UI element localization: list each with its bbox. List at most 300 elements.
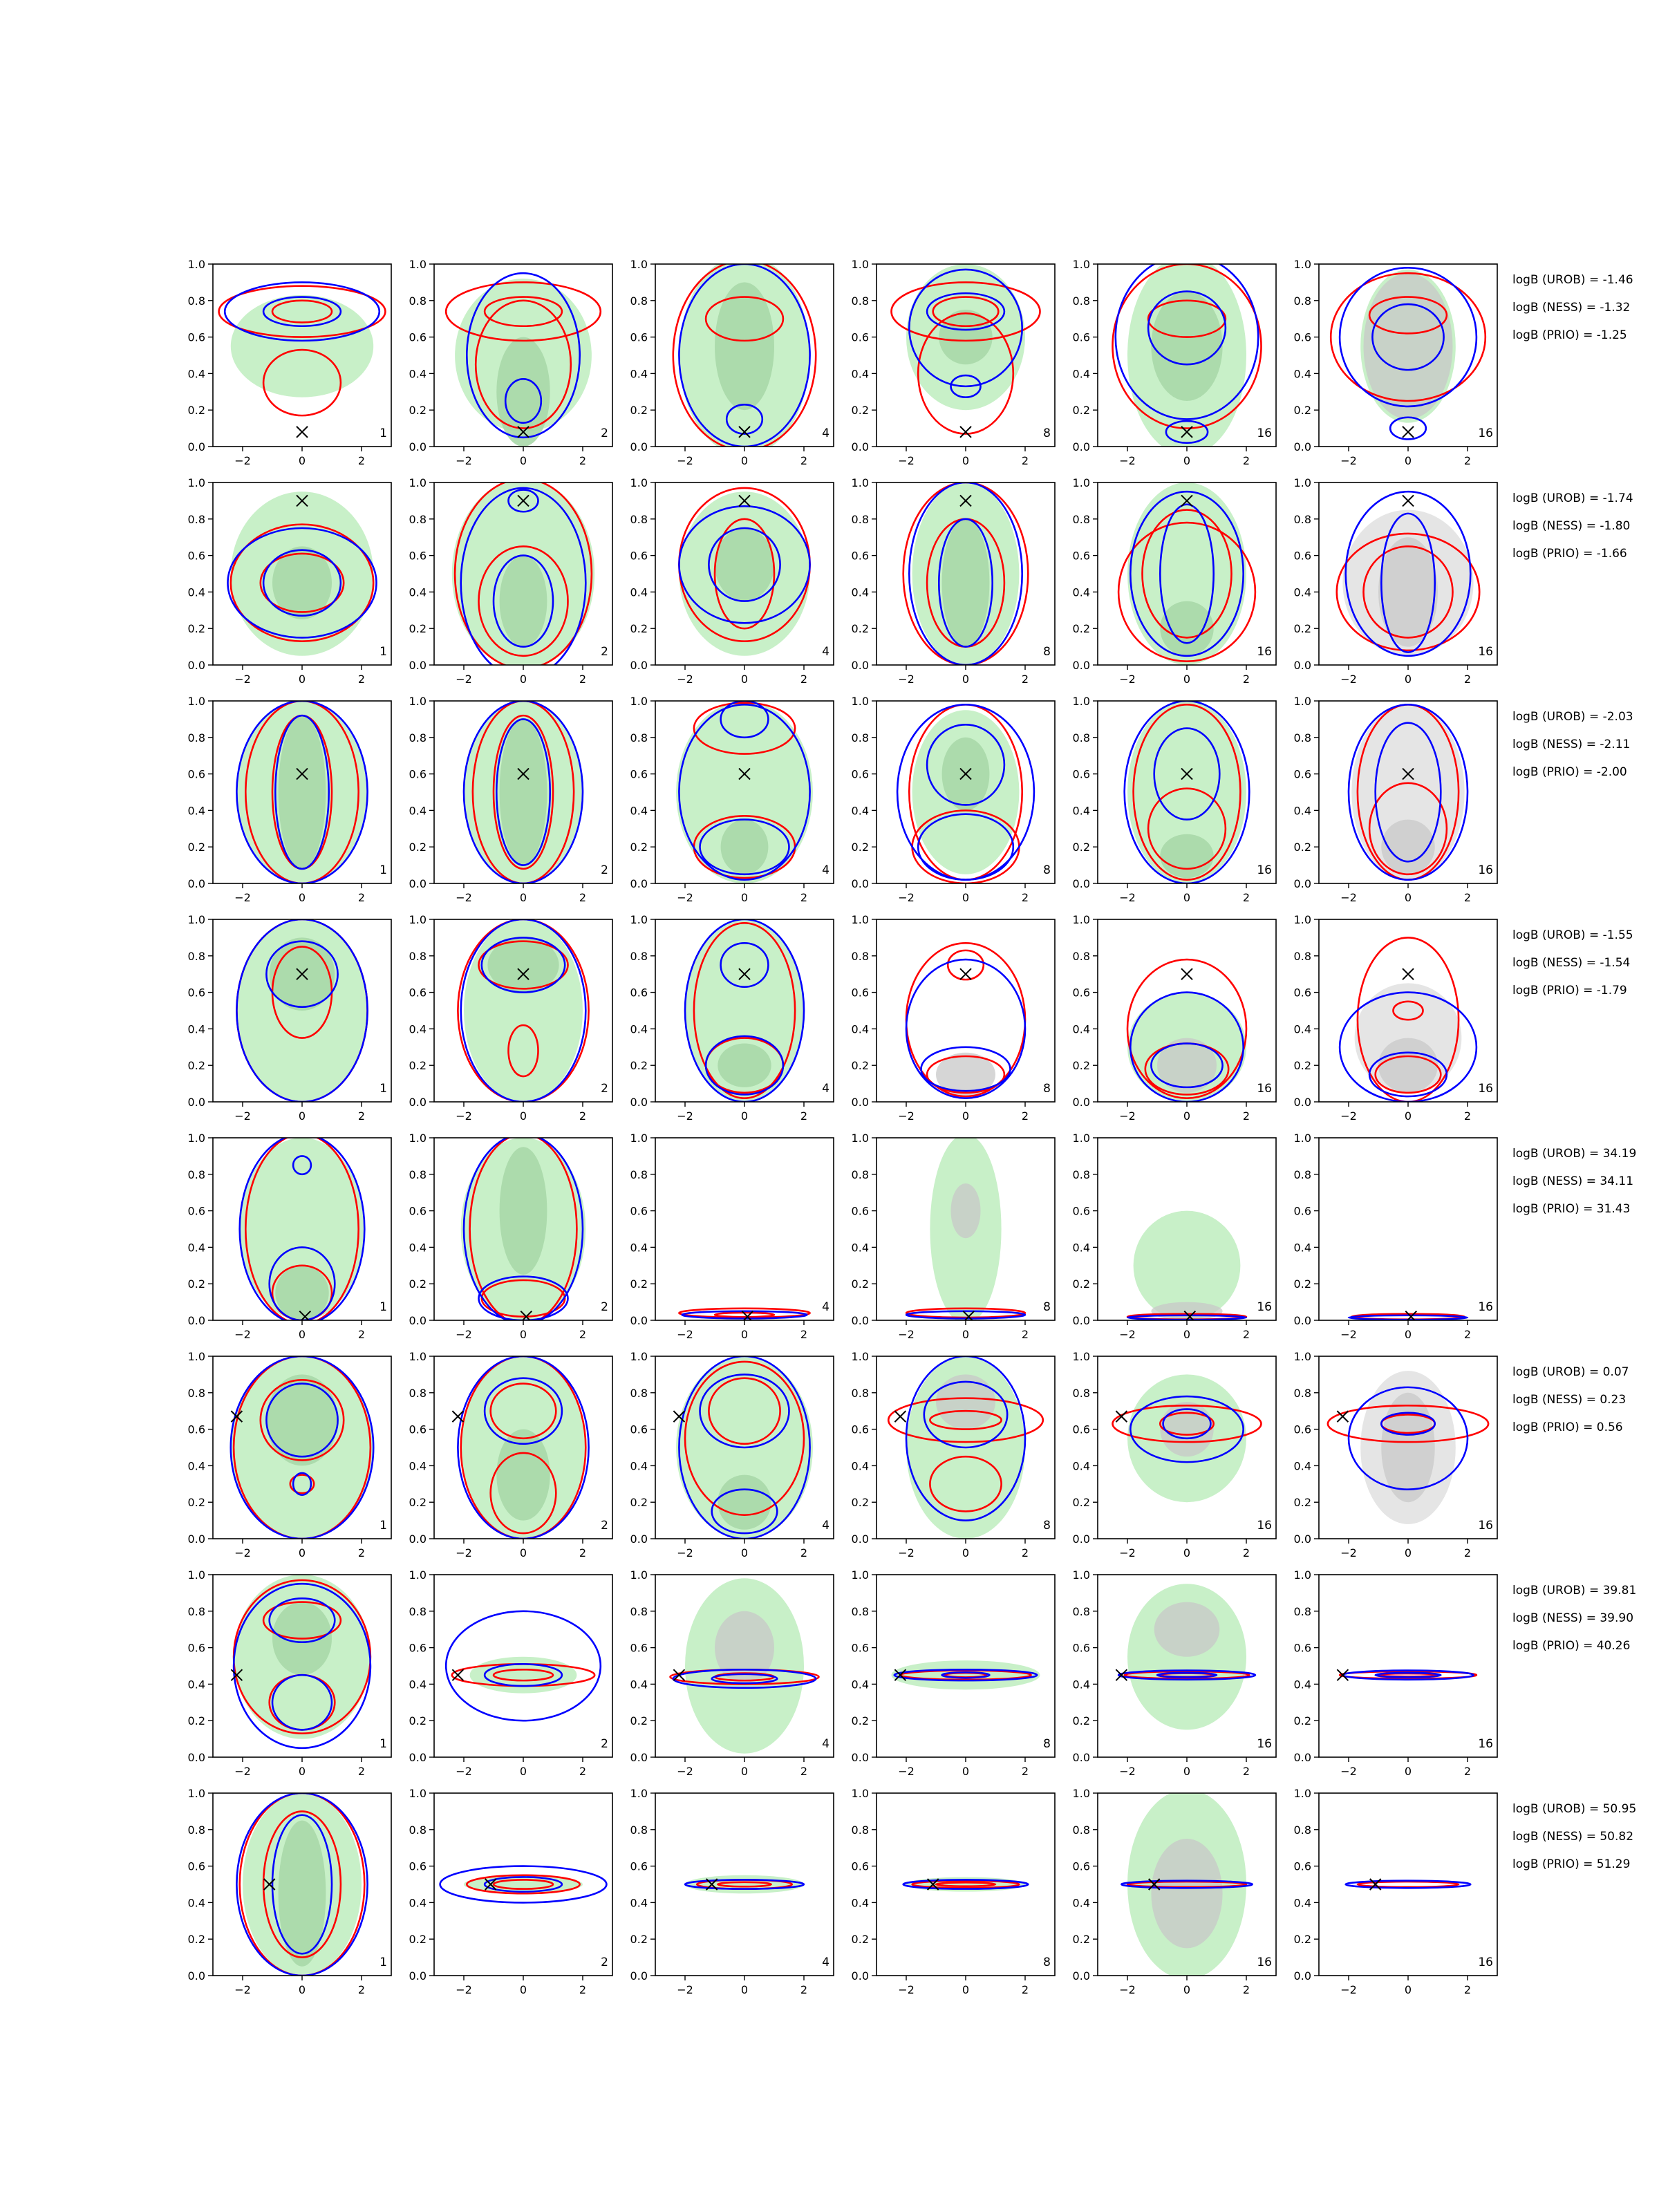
y-tick-label: 0.8 [1293,294,1311,308]
y-tick-label: 0.6 [630,767,648,781]
panel-number-label: 2 [601,863,608,877]
x-tick-label: −2 [1119,454,1136,467]
y-tick-label: 0.2 [409,1496,427,1510]
panel-number-label: 2 [601,427,608,440]
x-tick-label: 2 [579,1109,587,1123]
y-tick-label: 0.6 [187,330,205,344]
plot-area [903,482,1029,665]
y-tick-label: 0.2 [409,622,427,636]
y-tick-label: 0.4 [1293,1241,1311,1255]
density-region-green [279,715,326,869]
y-tick-label: 0.2 [630,1496,648,1510]
x-tick-label: 0 [962,1109,970,1123]
x-tick-label: −2 [898,454,915,467]
x-tick-label: 2 [357,891,366,904]
x-tick-label: −2 [456,673,472,686]
y-tick-label: 1.0 [409,913,427,926]
y-tick-label: 0.4 [409,1459,427,1473]
x-tick-label: 2 [357,1765,366,1778]
x-tick-label: 2 [1463,1765,1472,1778]
plot-area [685,919,804,1102]
panel-number-label: 4 [822,1300,830,1314]
x-tick-label: 2 [1463,1328,1472,1341]
y-tick-label: 0.6 [1072,330,1090,344]
panel-number-label: 16 [1257,427,1272,440]
y-tick-label: 0.6 [409,1204,427,1218]
logb-annotation: logB (UROB) = 0.07 [1512,1365,1629,1379]
y-tick-label: 0.6 [1293,549,1311,563]
x-tick-label: 2 [1242,1546,1250,1559]
x-tick-label: 0 [1183,1328,1191,1341]
y-tick-label: 0.2 [187,1933,205,1947]
x-tick-label: 0 [740,673,749,686]
x-tick-label: −2 [898,1109,915,1123]
density-region-green [470,1657,577,1694]
y-tick-label: 1.0 [1072,1568,1090,1582]
plot-area [892,1660,1040,1689]
density-region-gray [1151,1302,1222,1320]
x-tick-label: 0 [1183,673,1191,686]
y-tick-label: 0.2 [1293,1277,1311,1291]
y-tick-label: 0.8 [851,1386,869,1400]
density-region-gray [1381,820,1434,874]
x-tick-label: 0 [740,1546,749,1559]
x-tick-label: 0 [962,891,970,904]
x-tick-label: −2 [1340,1983,1357,1996]
y-tick-label: 0.2 [1072,1059,1090,1073]
panel-number-label: 16 [1478,645,1493,659]
x-tick-label: 0 [1404,891,1412,904]
panel-number-label: 8 [1043,1956,1051,1969]
y-tick-label: 0.2 [1293,1714,1311,1728]
panel-number-label: 8 [1043,1737,1051,1751]
y-tick-label: 0.2 [409,404,427,418]
y-tick-label: 0.6 [630,549,648,563]
logb-annotation: logB (NESS) = 50.82 [1512,1830,1634,1844]
y-tick-label: 0.0 [1293,1969,1311,1983]
y-tick-label: 1.0 [187,1350,205,1363]
x-tick-label: 0 [1183,1546,1191,1559]
y-tick-label: 0.6 [187,767,205,781]
x-tick-label: −2 [677,1983,693,1996]
x-tick-label: −2 [234,1546,251,1559]
y-tick-label: 0.2 [630,841,648,854]
x-tick-label: 0 [298,1983,306,1996]
y-tick-label: 0.8 [630,294,648,308]
y-tick-label: 1.0 [851,258,869,271]
y-tick-label: 0.8 [1072,1823,1090,1837]
x-tick-label: −2 [898,1546,915,1559]
x-tick-label: −2 [1340,891,1357,904]
density-region-green [231,295,373,397]
y-tick-label: 0.0 [1072,659,1090,672]
y-tick-label: 0.8 [851,512,869,526]
x-tick-label: 0 [1404,454,1412,467]
y-tick-label: 0.0 [851,1533,869,1546]
y-tick-label: 0.0 [851,1096,869,1109]
y-tick-label: 1.0 [851,1350,869,1363]
panel-number-label: 16 [1478,1300,1493,1314]
y-tick-label: 0.0 [187,1533,205,1546]
x-tick-label: −2 [456,1983,472,1996]
x-tick-label: 0 [962,1328,970,1341]
x-tick-label: 2 [579,1546,587,1559]
y-tick-label: 0.2 [851,1496,869,1510]
density-region-green [500,1147,547,1275]
y-tick-label: 0.2 [187,841,205,854]
x-tick-label: −2 [234,1765,251,1778]
y-tick-label: 0.2 [851,1714,869,1728]
y-tick-label: 1.0 [409,1568,427,1582]
x-tick-label: 0 [740,454,749,467]
y-tick-label: 1.0 [630,1787,648,1800]
density-region-gray [951,1183,981,1238]
y-tick-label: 1.0 [187,1132,205,1145]
plot-area [236,701,367,883]
y-tick-label: 0.0 [187,1751,205,1764]
y-tick-label: 1.0 [187,476,205,489]
y-tick-label: 0.4 [409,1241,427,1255]
y-tick-label: 0.4 [630,367,648,381]
y-tick-label: 0.2 [630,1277,648,1291]
density-region-green [715,528,774,601]
y-tick-label: 0.8 [1293,1823,1311,1837]
y-tick-label: 1.0 [1293,1568,1311,1582]
y-tick-label: 0.0 [187,1314,205,1327]
x-tick-label: 0 [740,1983,749,1996]
y-tick-label: 0.6 [409,1641,427,1655]
x-tick-label: 2 [1021,454,1029,467]
y-tick-label: 0.0 [187,1096,205,1109]
y-tick-label: 0.0 [187,1969,205,1983]
y-tick-label: 1.0 [1293,913,1311,926]
y-tick-label: 0.6 [851,549,869,563]
y-tick-label: 0.4 [409,804,427,818]
x-tick-label: 0 [1183,1983,1191,1996]
logb-annotation: logB (PRIO) = -1.66 [1512,547,1627,561]
y-tick-label: 0.8 [409,1386,427,1400]
y-tick-label: 0.4 [187,1241,205,1255]
y-tick-label: 0.0 [630,659,648,672]
y-tick-label: 0.2 [630,1714,648,1728]
x-tick-label: −2 [456,891,472,904]
logb-annotation: logB (UROB) = 50.95 [1512,1802,1637,1816]
y-tick-label: 0.6 [1293,1423,1311,1436]
logb-annotation: logB (PRIO) = -2.00 [1512,765,1627,779]
x-tick-label: 0 [740,1109,749,1123]
y-tick-label: 0.2 [409,841,427,854]
y-tick-label: 1.0 [187,913,205,926]
y-tick-label: 1.0 [851,695,869,708]
y-tick-label: 0.6 [187,549,205,563]
y-tick-label: 0.2 [187,622,205,636]
y-tick-label: 0.2 [187,1714,205,1728]
y-tick-label: 0.0 [851,877,869,890]
x-tick-label: −2 [1340,1109,1357,1123]
plot-area [231,1356,373,1539]
y-tick-label: 0.6 [409,1859,427,1873]
x-tick-label: 0 [962,673,970,686]
panel-number-label: 16 [1478,1519,1493,1533]
y-tick-label: 0.6 [1072,1423,1090,1436]
y-tick-label: 1.0 [187,695,205,708]
y-tick-label: 0.2 [1293,841,1311,854]
y-tick-label: 0.4 [1293,1896,1311,1910]
y-tick-label: 0.4 [851,1022,869,1036]
logb-annotation: logB (NESS) = 39.90 [1512,1611,1634,1625]
y-tick-label: 0.6 [187,1204,205,1218]
y-tick-label: 0.4 [1072,1678,1090,1691]
y-tick-label: 0.0 [630,877,648,890]
y-tick-label: 0.8 [1072,731,1090,744]
y-tick-label: 0.8 [1072,1168,1090,1181]
x-tick-label: 0 [519,1765,527,1778]
y-tick-label: 0.8 [187,731,205,744]
density-region-green [1160,834,1213,878]
density-region-green [275,1266,328,1320]
y-tick-label: 0.8 [1072,512,1090,526]
x-tick-label: −2 [677,1546,693,1559]
panel-number-label: 8 [1043,1519,1051,1533]
y-tick-label: 0.6 [1072,1204,1090,1218]
density-region-gray [1378,537,1438,646]
density-region-gray [1154,1602,1220,1657]
density-region-green [1160,601,1213,656]
panel-number-label: 1 [379,1956,387,1969]
x-tick-label: 2 [1242,673,1250,686]
y-tick-label: 1.0 [1072,1350,1090,1363]
y-tick-label: 0.8 [187,1604,205,1618]
y-tick-label: 1.0 [187,1568,205,1582]
x-tick-label: −2 [898,1983,915,1996]
y-tick-label: 0.4 [1293,1678,1311,1691]
y-tick-label: 0.6 [409,330,427,344]
x-tick-label: −2 [1119,1109,1136,1123]
density-region-green [496,337,550,447]
y-tick-label: 1.0 [851,1787,869,1800]
panel-number-label: 1 [379,1082,387,1096]
y-tick-label: 0.2 [1072,1714,1090,1728]
y-tick-label: 1.0 [851,913,869,926]
y-tick-label: 0.6 [1072,767,1090,781]
plot-area [676,701,813,883]
y-tick-label: 0.4 [1293,1459,1311,1473]
density-region-green [500,556,547,647]
y-tick-label: 1.0 [1293,1787,1311,1800]
x-tick-label: −2 [234,891,251,904]
panel-number-label: 16 [1478,1737,1493,1751]
y-tick-label: 0.6 [851,1423,869,1436]
y-tick-label: 0.0 [1293,1533,1311,1546]
y-tick-label: 1.0 [1293,258,1311,271]
y-tick-label: 0.2 [851,622,869,636]
y-tick-label: 0.4 [851,1896,869,1910]
x-tick-label: 2 [1463,1983,1472,1996]
x-tick-label: −2 [677,1109,693,1123]
panel-number-label: 2 [601,1082,608,1096]
y-tick-label: 0.0 [851,440,869,453]
y-tick-label: 0.6 [1293,330,1311,344]
y-tick-label: 0.4 [1293,804,1311,818]
y-tick-label: 0.6 [1293,1641,1311,1655]
y-tick-label: 1.0 [409,1350,427,1363]
logb-annotation: logB (PRIO) = 40.26 [1512,1639,1631,1653]
x-tick-label: 0 [1404,1328,1412,1341]
x-tick-label: 2 [1021,1546,1029,1559]
y-tick-label: 1.0 [187,258,205,271]
x-tick-label: 2 [579,1765,587,1778]
y-tick-label: 0.2 [409,1714,427,1728]
density-region-green [718,1475,771,1530]
y-tick-label: 0.8 [1072,294,1090,308]
y-tick-label: 0.4 [851,804,869,818]
y-tick-label: 0.4 [1072,585,1090,599]
density-region-gray [1160,1402,1213,1456]
logb-annotation: logB (NESS) = -1.32 [1512,301,1631,315]
x-tick-label: 2 [800,1109,808,1123]
x-tick-label: 2 [800,1328,808,1341]
x-tick-label: 2 [1242,1109,1250,1123]
y-tick-label: 1.0 [1293,1350,1311,1363]
logb-annotation: logB (PRIO) = 31.43 [1512,1202,1631,1216]
panel-number-label: 16 [1257,645,1272,659]
y-tick-label: 0.4 [409,1022,427,1036]
y-tick-label: 0.0 [630,1533,648,1546]
y-tick-label: 0.0 [187,659,205,672]
panel-number-label: 2 [601,1300,608,1314]
x-tick-label: 2 [800,1546,808,1559]
y-tick-label: 0.4 [630,804,648,818]
y-tick-label: 0.4 [187,367,205,381]
x-tick-label: −2 [1119,1983,1136,1996]
x-tick-label: 2 [1463,891,1472,904]
x-tick-label: 0 [298,1328,306,1341]
y-tick-label: 0.0 [1293,1314,1311,1327]
y-tick-label: 1.0 [1293,1132,1311,1145]
y-tick-label: 0.4 [187,1022,205,1036]
logb-annotation: logB (NESS) = -1.54 [1512,956,1631,970]
y-tick-label: 0.2 [409,1277,427,1291]
y-tick-label: 0.8 [1293,1168,1311,1181]
panel-number-label: 4 [822,1737,830,1751]
y-tick-label: 0.0 [1072,1969,1090,1983]
y-tick-label: 0.8 [409,731,427,744]
y-tick-label: 1.0 [630,1568,648,1582]
x-tick-label: −2 [234,1109,251,1123]
y-tick-label: 1.0 [1072,1787,1090,1800]
y-tick-label: 0.6 [851,767,869,781]
y-tick-label: 0.2 [630,1059,648,1073]
y-tick-label: 0.6 [1072,1641,1090,1655]
y-tick-label: 0.8 [630,512,648,526]
y-tick-label: 0.6 [851,330,869,344]
density-region-gray [1364,273,1453,419]
y-tick-label: 1.0 [409,1132,427,1145]
y-tick-label: 0.6 [1293,767,1311,781]
x-tick-label: −2 [1340,1765,1357,1778]
x-tick-label: 0 [298,891,306,904]
y-tick-label: 0.4 [187,1459,205,1473]
x-tick-label: 0 [1404,1765,1412,1778]
y-tick-label: 0.4 [1072,1241,1090,1255]
x-tick-label: 2 [1463,1546,1472,1559]
y-tick-label: 0.2 [187,1059,205,1073]
y-tick-label: 0.6 [409,986,427,1000]
plot-area [464,701,583,883]
y-tick-label: 0.0 [1072,1533,1090,1546]
panel-number-label: 16 [1478,1956,1493,1969]
y-tick-label: 0.8 [409,512,427,526]
x-tick-label: 2 [1021,1765,1029,1778]
plot-area [240,1134,365,1324]
x-tick-label: −2 [1340,673,1357,686]
plot-area [685,1875,804,1893]
x-tick-label: 2 [579,1328,587,1341]
y-tick-label: 0.4 [630,1678,648,1691]
x-tick-label: −2 [898,1765,915,1778]
panel-number-label: 2 [601,645,608,659]
y-tick-label: 0.2 [851,1277,869,1291]
panel-number-label: 1 [379,1300,387,1314]
panel-number-label: 4 [822,645,830,659]
y-tick-label: 0.8 [851,1823,869,1837]
panel-number-label: 4 [822,1519,830,1533]
y-tick-label: 0.2 [187,404,205,418]
panel-number-label: 16 [1478,1082,1493,1096]
y-tick-label: 0.8 [1293,512,1311,526]
panel-number-label: 4 [822,1082,830,1096]
y-tick-label: 0.4 [409,1678,427,1691]
x-tick-label: 0 [519,1109,527,1123]
density-region-green [942,519,990,647]
x-tick-label: −2 [677,1328,693,1341]
x-tick-label: 0 [962,1983,970,1996]
x-tick-label: 0 [519,454,527,467]
y-tick-label: 0.8 [409,949,427,963]
y-tick-label: 0.0 [1072,1096,1090,1109]
y-tick-label: 0.2 [409,1933,427,1947]
y-tick-label: 0.0 [630,1969,648,1983]
density-region-gray [1381,1393,1434,1502]
y-tick-label: 1.0 [630,476,648,489]
x-tick-label: 0 [1183,454,1191,467]
y-tick-label: 0.6 [630,1204,648,1218]
y-tick-label: 0.8 [187,1386,205,1400]
y-tick-label: 0.2 [187,1277,205,1291]
y-tick-label: 1.0 [1072,258,1090,271]
plot-area [458,919,588,1102]
panel-number-label: 2 [601,1519,608,1533]
y-tick-label: 0.0 [1293,877,1311,890]
y-tick-label: 0.0 [851,659,869,672]
y-tick-label: 0.8 [630,1604,648,1618]
y-tick-label: 0.4 [1293,367,1311,381]
y-tick-label: 0.0 [1072,1751,1090,1764]
logb-annotation: logB (UROB) = 39.81 [1512,1584,1637,1597]
y-tick-label: 1.0 [851,1132,869,1145]
y-tick-label: 0.2 [851,841,869,854]
y-tick-label: 0.0 [1293,1096,1311,1109]
y-tick-label: 1.0 [630,1132,648,1145]
x-tick-label: 0 [519,891,527,904]
x-tick-label: −2 [456,1765,472,1778]
x-tick-label: 2 [357,1109,366,1123]
x-tick-label: −2 [677,891,693,904]
y-tick-label: 0.0 [851,1751,869,1764]
x-tick-label: −2 [677,454,693,467]
density-region-gray [1151,1839,1222,1948]
y-tick-label: 0.4 [851,1241,869,1255]
